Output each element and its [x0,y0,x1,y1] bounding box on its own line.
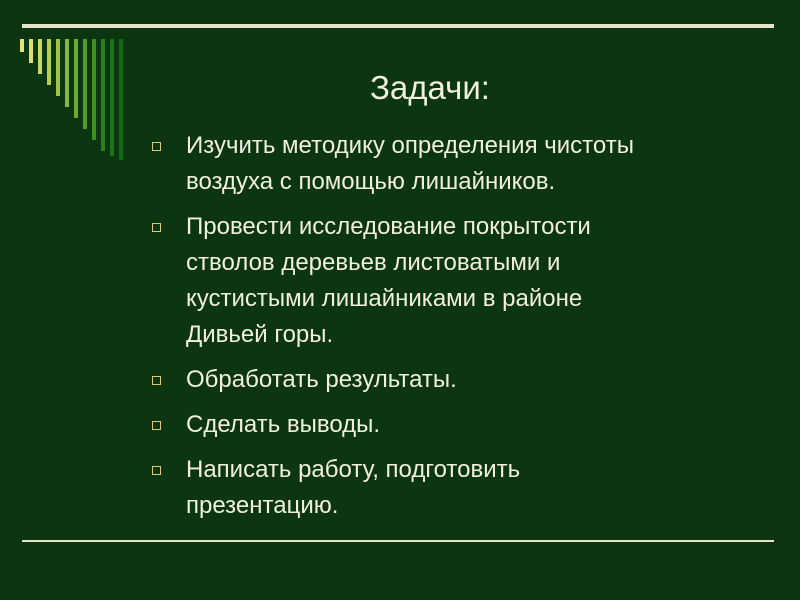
stripe-9 [92,39,96,140]
stripe-12 [119,39,123,160]
bottom-rule [22,540,774,542]
task-list [152,128,782,533]
hollow-square-icon [152,142,161,151]
slide-title: Задачи: [370,69,490,106]
hollow-square-icon [152,376,161,385]
decorative-stripes [0,0,140,170]
list-item [152,128,782,200]
stripe-6 [65,39,69,107]
list-item-text: Написать работу, подготовить презентацию. [186,456,521,519]
list-item [152,452,782,524]
stripe-7 [74,39,78,118]
stripe-10 [101,39,105,151]
stripe-4 [47,39,51,85]
hollow-square-icon [152,466,161,475]
stripe-8 [83,39,87,129]
hollow-square-icon [152,223,161,232]
stripe-2 [29,39,33,63]
list-item-text: Изучить методику определения чистоты воздуха с помощью лишайников. [186,132,634,195]
stripe-11 [110,39,114,156]
list-item-text: Провести исследование покрытости стволов деревьев листоватыми и кустистыми лишайниками в районе Дивьей горы. [186,213,591,348]
list-item-text: Обработать результаты. [186,366,457,393]
stripe-5 [56,39,60,96]
list-item [152,407,782,443]
list-item [152,362,782,398]
stripe-1 [20,39,24,52]
stripe-3 [38,39,42,74]
hollow-square-icon [152,421,161,430]
list-item [152,209,782,353]
list-item-text: Сделать выводы. [186,411,381,438]
